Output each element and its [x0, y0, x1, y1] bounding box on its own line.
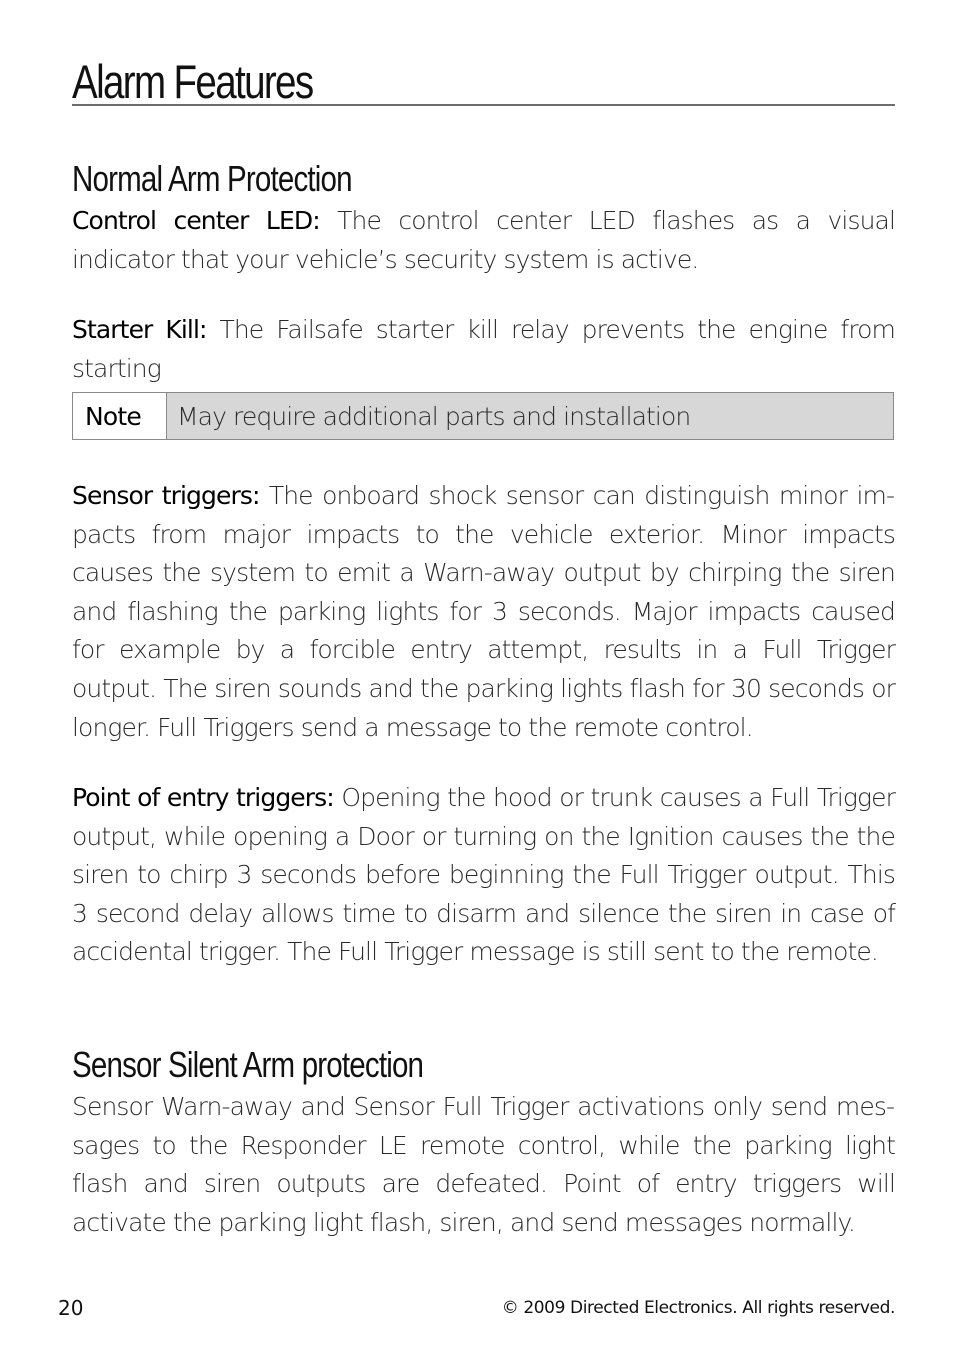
page-number: 20 [58, 1296, 84, 1320]
paragraph-text: Opening the hood or trunk causes a Full Trigger output, while opening a Door or turning on the Ignition causes the the siren to chirp 3 seconds before beginning the Full Trigger output. This 3 second delay allows time to disarm and silence the siren in case of accidental trigger. The Full Trigger message is still sent to the remote. [72, 783, 896, 967]
paragraph-starter-kill [72, 311, 895, 388]
term-control-center-led: Control center LED: [72, 206, 320, 235]
paragraph-point-of-entry [72, 779, 895, 972]
page-title: Alarm Features [72, 55, 313, 108]
term-starter-kill: Starter Kill: [72, 315, 207, 344]
note-label: Note [73, 393, 167, 439]
paragraph-sensor-triggers [72, 477, 895, 747]
section-heading-normal-arm: Normal Arm Protection [72, 158, 352, 199]
paragraph-text: The Failsafe starter kill relay prevents the engine from starting [72, 315, 895, 383]
page-title-rule [72, 52, 895, 106]
copyright-notice: © 2009 Directed Electronics. All rights reserved. [501, 1298, 895, 1318]
paragraph-control-center-led [72, 202, 895, 279]
paragraph-text: The control center LED flashes as a visual indicator that your vehicle’s security system is active. [72, 206, 895, 274]
note-box [72, 392, 894, 440]
term-sensor-triggers: Sensor triggers: [72, 481, 260, 510]
paragraph-text: The onboard shock sensor can distinguish minor impacts from major impacts to the vehicle exterior. Minor impacts causes the system to emit a Warn-away output by chirping the siren and flashing the parking lights for 3 seconds. Major impacts caused for example by a forcible entry attempt, results in a Full Trigger output. The siren sounds and the parking lights flash for 30 seconds or longer. Full Triggers send a message to the remote control. [72, 481, 895, 742]
paragraph-sensor-silent-arm: Sensor Warn-away and Sensor Full Trigger activations only send messages to the Responder LE remote control, while the parking light flash and siren outputs are defeated. Point of entry triggers will activate the parking light flash, siren, and send messages normally. [72, 1092, 895, 1237]
section-heading-sensor-silent-arm: Sensor Silent Arm protection [72, 1044, 424, 1085]
note-text: May require additional parts and installation [167, 393, 893, 439]
term-point-of-entry-triggers: Point of entry triggers: [72, 783, 334, 812]
